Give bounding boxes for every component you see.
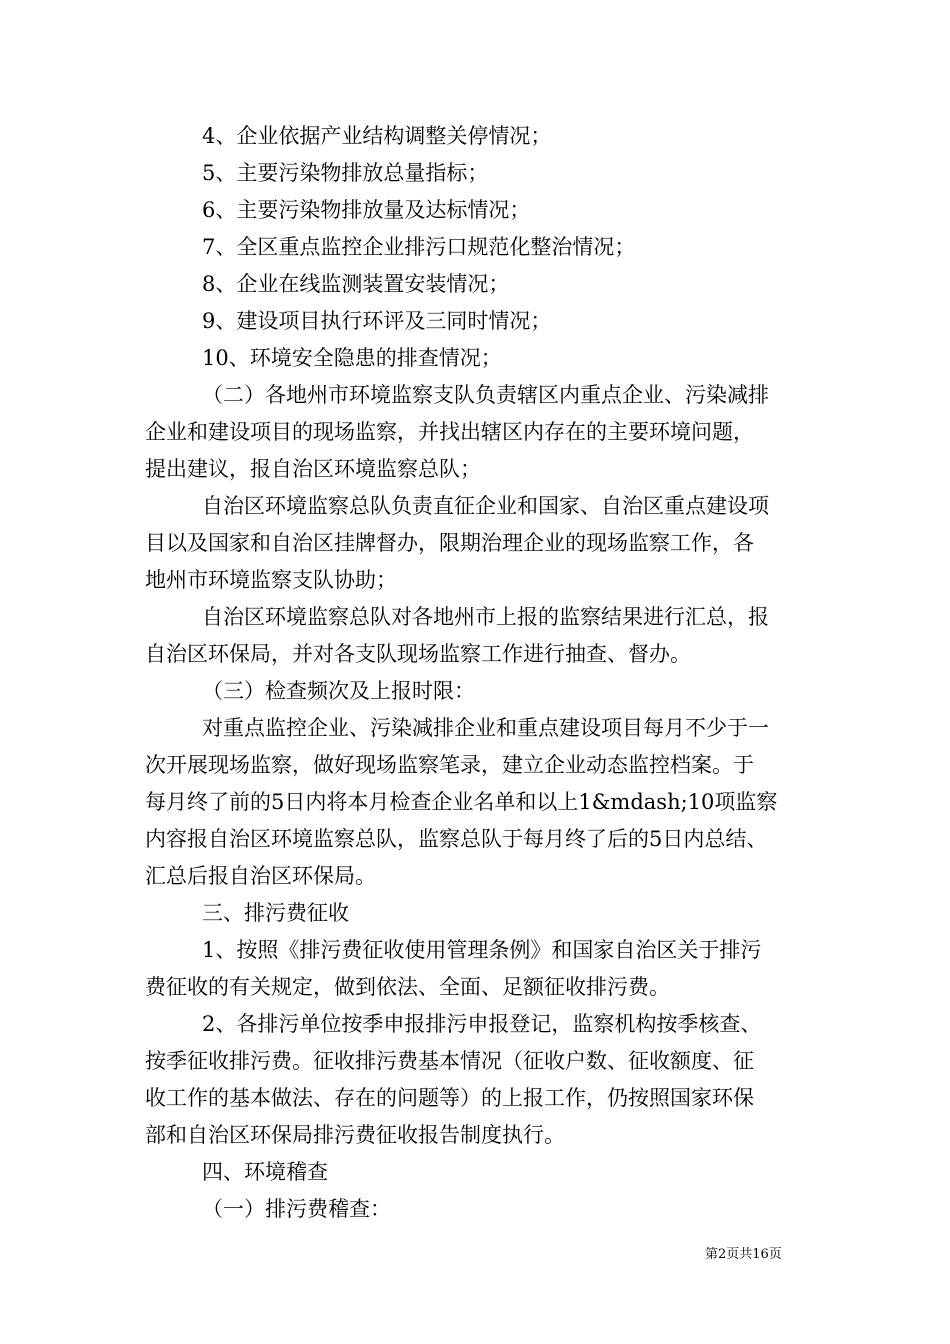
text-line: 每月终了前的5日内将本月检查企业名单和以上1&mdash;10项监察 — [145, 790, 778, 814]
text-line: 4、企业依据产业结构调整关停情况； — [202, 124, 552, 148]
text-line: 次开展现场监察，做好现场监察笔录，建立企业动态监控档案。于 — [145, 753, 754, 777]
text-line: （一）排污费稽查： — [202, 1197, 391, 1221]
text-line: 对重点监控企业、污染减排企业和重点建设项目每月不少于一 — [202, 716, 769, 740]
text-line: 费征收的有关规定，做到依法、全面、足额征收排污费。 — [145, 975, 670, 999]
text-line: 1、按照《排污费征收使用管理条例》和国家自治区关于排污 — [202, 938, 762, 962]
text-line: 目以及国家和自治区挂牌督办，限期治理企业的现场监察工作，各 — [145, 531, 754, 555]
text-line: 内容报自治区环境监察总队，监察总队于每月终了后的5日内总结、 — [145, 827, 768, 851]
text-line: 部和自治区环保局排污费征收报告制度执行。 — [145, 1123, 565, 1147]
text-line: 自治区环保局，并对各支队现场监察工作进行抽查、督办。 — [145, 642, 691, 666]
text-line: 企业和建设项目的现场监察，并找出辖区内存在的主要环境问题， — [145, 420, 754, 444]
page-number: 第2页共16页 — [705, 1247, 782, 1262]
section-heading: 三、排污费征收 — [202, 901, 349, 925]
text-line: 5、主要污染物排放总量指标； — [202, 161, 489, 185]
text-line: （三）检查频次及上报时限： — [202, 679, 475, 703]
text-line: 收工作的基本做法、存在的问题等）的上报工作，仍按照国家环保 — [145, 1086, 754, 1110]
section-heading: 四、环境稽查 — [202, 1160, 328, 1184]
text-line: 按季征收排污费。征收排污费基本情况（征收户数、征收额度、征 — [145, 1049, 754, 1073]
text-line: （二）各地州市环境监察支队负责辖区内重点企业、污染减排 — [202, 383, 769, 407]
text-line: 7、全区重点监控企业排污口规范化整治情况； — [202, 235, 636, 259]
text-line: 6、主要污染物排放量及达标情况； — [202, 198, 531, 222]
text-line: 地州市环境监察支队协助； — [145, 568, 397, 592]
text-line: 汇总后报自治区环保局。 — [145, 864, 376, 888]
text-line: 自治区环境监察总队负责直征企业和国家、自治区重点建设项 — [202, 494, 769, 518]
text-line: 自治区环境监察总队对各地州市上报的监察结果进行汇总，报 — [202, 605, 769, 629]
text-line: 9、建设项目执行环评及三同时情况； — [202, 309, 552, 333]
text-line: 10、环境安全隐患的排查情况； — [202, 346, 502, 370]
text-line: 提出建议，报自治区环境监察总队； — [145, 457, 481, 481]
text-line: 2、各排污单位按季申报排污申报登记，监察机构按季核查、 — [202, 1012, 762, 1036]
text-line: 8、企业在线监测装置安装情况； — [202, 272, 510, 296]
